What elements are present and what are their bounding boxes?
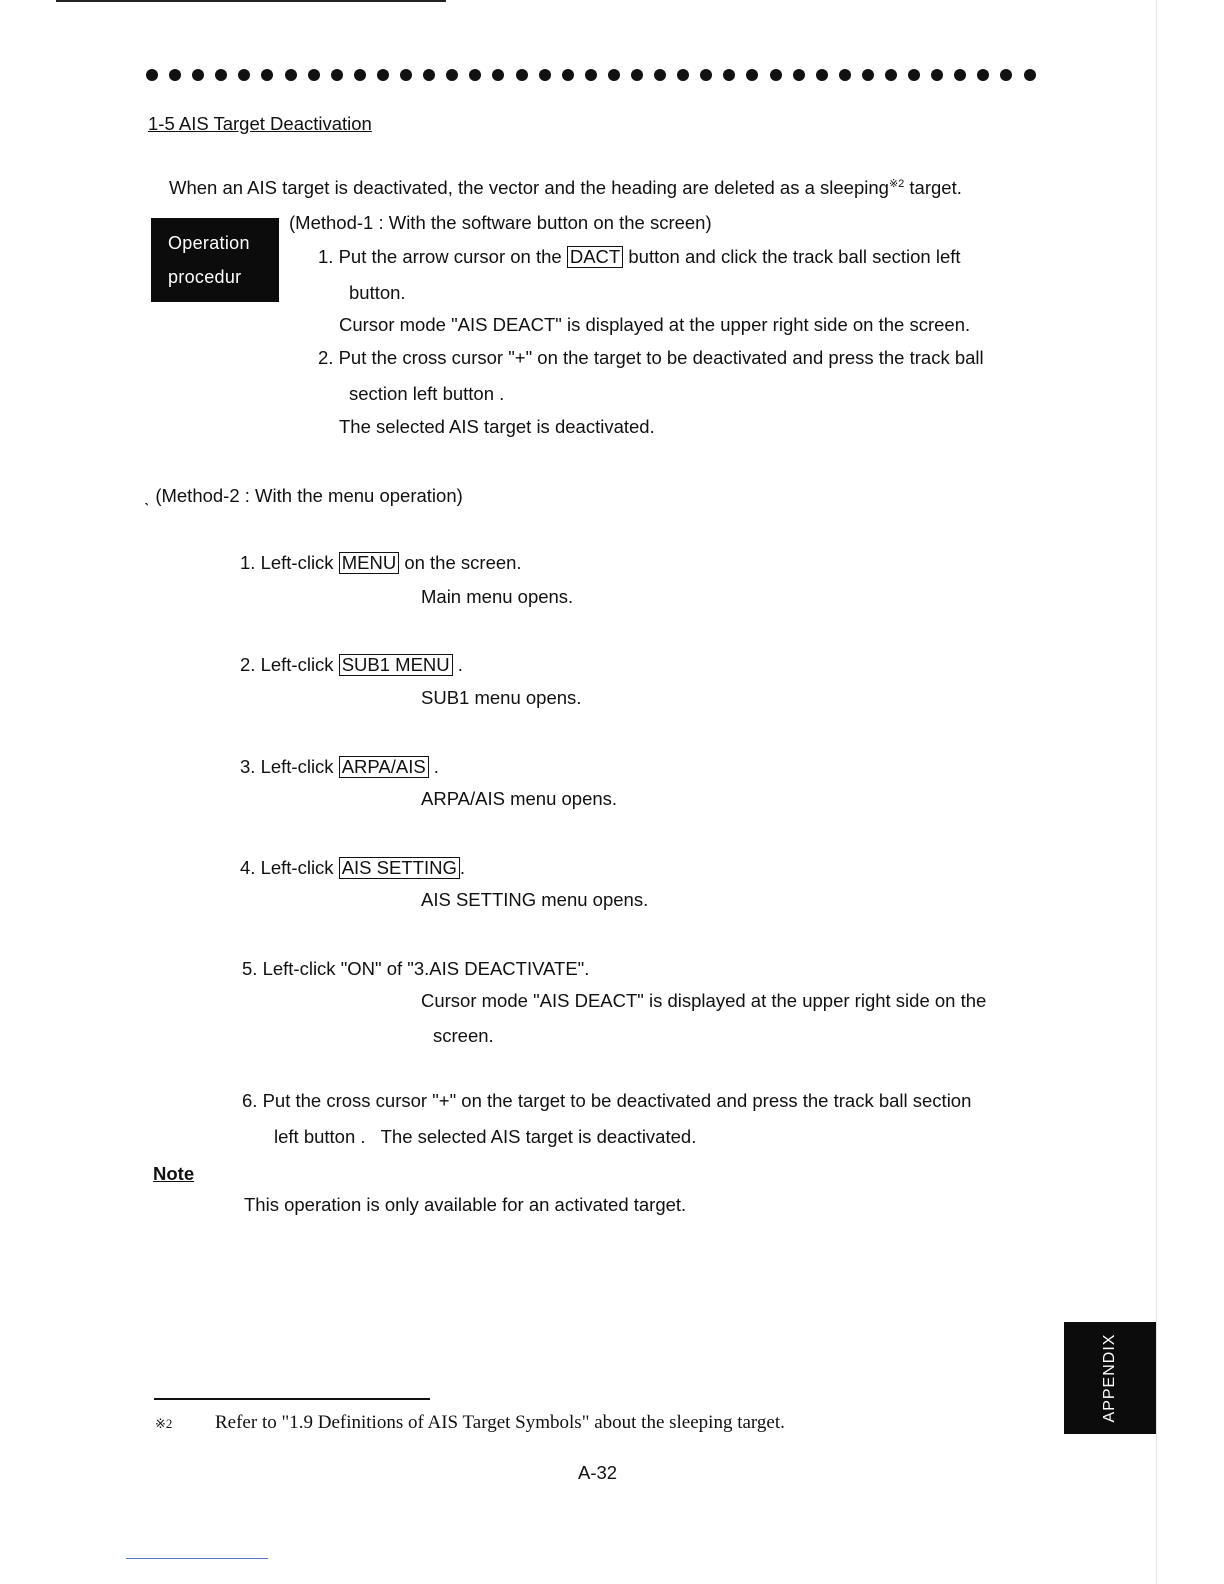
separator-dot [354,69,366,81]
separator-dot [700,69,712,81]
separator-dot [492,69,504,81]
separator-dot [192,69,204,81]
method2-step5-cont: screen. [433,1025,494,1046]
separator-dot [285,69,297,81]
footnote-text: Refer to "1.9 Definitions of AIS Target Symbols" about the sleeping target. [215,1412,785,1433]
separator-dot [816,69,828,81]
separator-dot [931,69,943,81]
step-text: 1. Left-click [240,552,339,573]
separator-dot [839,69,851,81]
step-text: 1. Put the arrow cursor on the [318,246,567,267]
separator-dot [331,69,343,81]
appendix-tab [1064,1322,1156,1434]
ais-setting-key: AIS SETTING [339,857,460,879]
top-rule [56,0,446,2]
separator-dot [308,69,320,81]
step-text: 2. Left-click [240,654,339,675]
arpa-ais-key: ARPA/AIS [339,756,429,778]
stray-mark: ˎ [144,485,151,506]
intro-paragraph [169,177,962,199]
method2-step5: 5. Left-click "ON" of "3.AIS DEACTIVATE". [242,958,590,979]
method2-step3-result: ARPA/AIS menu opens. [421,788,618,809]
separator-dot [377,69,389,81]
method2-step5-result: Cursor mode "AIS DEACT" is displayed at the upper right side on the [421,990,987,1011]
separator-dot [908,69,920,81]
method1-step1-result: Cursor mode "AIS DEACT" is displayed at the upper right side on the screen. [339,314,971,335]
separator-dot [1024,69,1036,81]
intro-text-end: target. [904,177,962,199]
note-text: This operation is only available for an activated target. [244,1194,687,1215]
method2-heading [144,485,463,507]
section-title: 1-5 AIS Target Deactivation [148,113,372,134]
separator-dot [169,69,181,81]
separator-dot [954,69,966,81]
method1-step1 [318,246,961,268]
dotted-separator [146,68,1036,82]
separator-dot [793,69,805,81]
separator-dot [885,69,897,81]
badge-line-2: procedur [168,267,242,287]
footnote-rule [154,1398,430,1400]
separator-dot [562,69,574,81]
method1-step1-cont: button. [349,282,406,303]
separator-dot [539,69,551,81]
separator-dot [516,69,528,81]
method2-step6-cont: left button . The selected AIS target is deactivated. [274,1126,697,1147]
operation-badge [151,218,279,302]
separator-dot [746,69,758,81]
note-label: Note [153,1163,195,1184]
footnote-mark: ※2 [155,1416,173,1431]
separator-dot [400,69,412,81]
method2-heading-text: (Method-2 : With the menu operation) [155,485,463,506]
separator-dot [631,69,643,81]
dact-key: DACT [567,246,623,268]
method1-heading: (Method-1 : With the software button on the screen) [289,212,712,233]
separator-dot [977,69,989,81]
page-number: A-32 [578,1462,618,1483]
step-text: on the screen. [399,552,522,573]
separator-dot [723,69,735,81]
step-text: . [452,654,463,675]
method1-step2-cont: section left button . [349,383,505,404]
step-text: button and click the track ball section left [623,246,961,267]
method2-step3 [240,756,439,778]
separator-dot [862,69,874,81]
badge-line-1: Operation [168,233,250,253]
separator-dot [446,69,458,81]
footnote-ref: ※2 [888,178,905,190]
separator-dot [238,69,250,81]
separator-dot [585,69,597,81]
bottom-rule [126,1558,268,1559]
method1-step2-result: The selected AIS target is deactivated. [339,416,655,437]
separator-dot [1000,69,1012,81]
method1-step2: 2. Put the cross cursor "+" on the target to be deactivated and press the track ball [318,347,984,368]
method2-step2-result: SUB1 menu opens. [421,687,582,708]
method2-step1-result: Main menu opens. [421,586,574,607]
step-text: . [428,756,439,777]
separator-dot [423,69,435,81]
intro-text: When an AIS target is deactivated, the vector and the heading are deleted as a sleeping [169,177,889,199]
method2-step4-result: AIS SETTING menu opens. [421,889,649,910]
step-text: . [459,857,465,878]
page-edge [1156,0,1157,1584]
separator-dot [215,69,227,81]
separator-dot [608,69,620,81]
separator-dot [469,69,481,81]
appendix-tab-label: APPENDIX [1101,1333,1118,1423]
method2-step1 [240,552,522,574]
method2-step2 [240,654,463,676]
method2-step6: 6. Put the cross cursor "+" on the target to be deactivated and press the track ball section [242,1090,972,1111]
separator-dot [677,69,689,81]
sub1-menu-key: SUB1 MENU [339,654,453,676]
step-text: 3. Left-click [240,756,339,777]
separator-dot [146,69,158,81]
menu-key: MENU [339,552,399,574]
separator-dot [654,69,666,81]
step-text: 4. Left-click [240,857,339,878]
separator-dot [770,69,782,81]
method2-step4 [240,857,465,879]
separator-dot [261,69,273,81]
